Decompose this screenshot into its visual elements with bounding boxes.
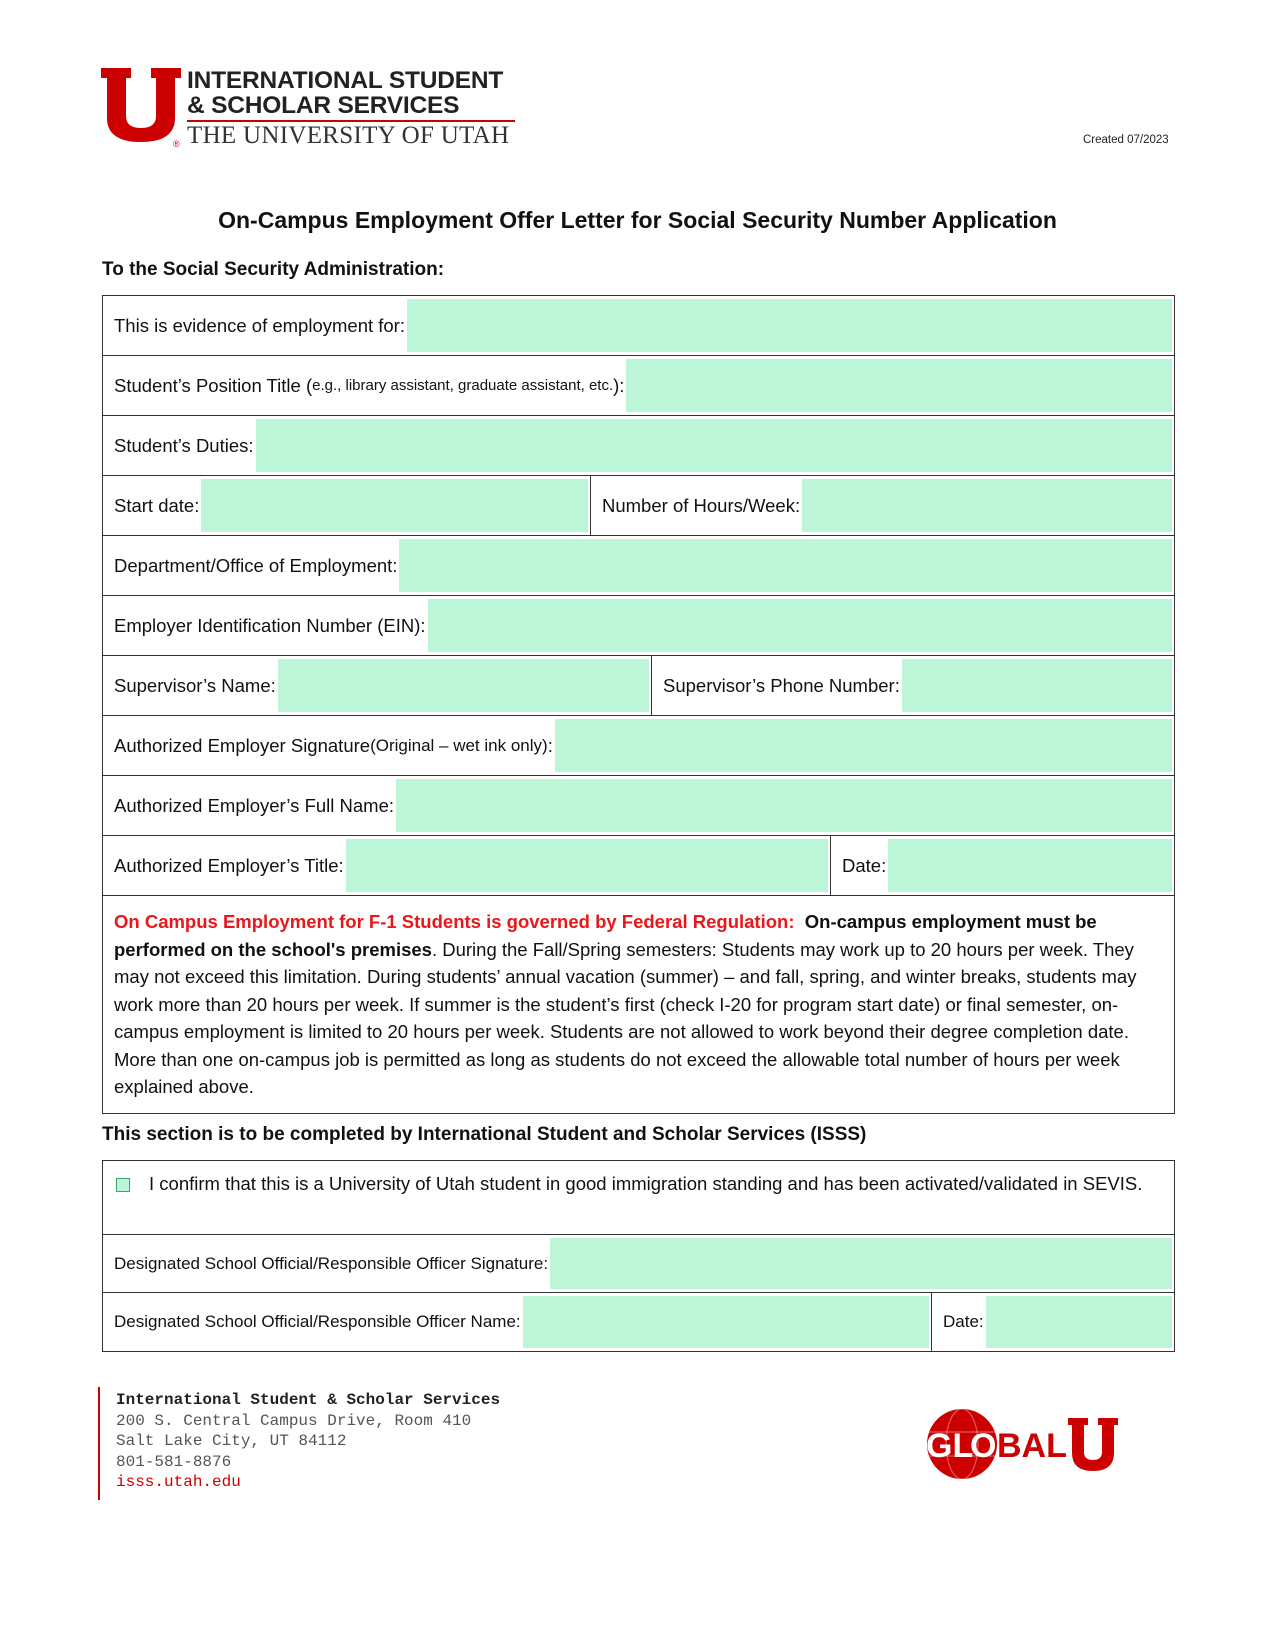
row-supervisor (103, 656, 1174, 716)
page-title: On-Campus Employment Offer Letter for Social Security Number Application (218, 207, 1057, 233)
dso-date-field[interactable] (986, 1296, 1172, 1348)
dso-name-label: Designated School Official/Responsible Officer Name: (114, 1312, 521, 1331)
row-employer-title (103, 836, 1174, 896)
isss-logo (101, 68, 513, 152)
university-u-logo-icon (101, 68, 181, 146)
row-employer-name (103, 776, 1174, 836)
dso-name-field[interactable] (523, 1296, 929, 1348)
position-title-example: e.g., library assistant, graduate assistant, etc. (312, 377, 614, 394)
regulation-bold: On-campus employment must be performed on the school's premises (114, 911, 1097, 960)
row-confirm (103, 1161, 1174, 1235)
employer-signature-label (103, 716, 555, 775)
hours-week-label: Number of Hours/Week: (602, 494, 801, 516)
hours-week-field[interactable] (802, 479, 1172, 532)
global-logo-gl: GL (926, 1427, 974, 1465)
regulation-notice (103, 896, 1174, 1113)
ein-field[interactable] (428, 599, 1172, 652)
employer-full-name-field[interactable] (396, 779, 1172, 832)
supervisor-phone-label: Supervisor’s Phone Number: (663, 674, 900, 696)
logo-line-2: & SCHOLAR SERVICES (187, 92, 460, 119)
row-employment-for (103, 296, 1174, 356)
employer-signature-colon: : (547, 734, 553, 756)
employer-signature-field[interactable] (555, 719, 1172, 772)
global-logo-bal: BAL (997, 1427, 1067, 1465)
employer-title-field[interactable] (346, 839, 828, 892)
footer-address-line1: 200 S. Central Campus Drive, Room 410 (116, 1411, 472, 1430)
supervisor-name-field[interactable] (278, 659, 649, 712)
global-u-logo (922, 1408, 1122, 1480)
row-dso-name (103, 1293, 1174, 1351)
employment-for-label: This is evidence of employment for: (114, 314, 405, 336)
dso-date-label: Date: (943, 1312, 984, 1331)
employer-title-label: Authorized Employer’s Title: (114, 854, 344, 876)
row-department (103, 536, 1174, 596)
position-title-label (103, 356, 626, 415)
row-ein (103, 596, 1174, 656)
footer-accent-bar (98, 1387, 100, 1500)
employer-full-name-label: Authorized Employer’s Full Name: (114, 794, 395, 816)
row-position-title (103, 356, 1174, 416)
global-u-icon (922, 1408, 1122, 1480)
department-field[interactable] (399, 539, 1172, 592)
footer-phone: 801-581-8876 (116, 1452, 232, 1471)
row-dso-signature (103, 1235, 1174, 1293)
row-start-hours (103, 476, 1174, 536)
row-duties (103, 416, 1174, 476)
section-heading-isss: This section is to be completed by International Student and Scholar Services (ISSS) (102, 1124, 867, 1145)
supervisor-name-label: Supervisor’s Name: (114, 674, 276, 696)
logo-line-1: INTERNATIONAL STUDENT (187, 67, 504, 94)
position-title-close: ): (613, 374, 625, 396)
section-heading-ssa: To the Social Security Administration: (102, 259, 445, 280)
global-logo-u-mark (1068, 1418, 1118, 1471)
employer-date-label: Date: (842, 854, 887, 876)
duties-label: Student’s Duties: (114, 434, 254, 456)
footer-org: International Student & Scholar Services (116, 1391, 501, 1409)
employer-signature-text: Authorized Employer Signature (114, 734, 371, 756)
footer-website-link[interactable]: isss.utah.edu (116, 1473, 241, 1491)
supervisor-phone-field[interactable] (902, 659, 1172, 712)
created-date: Created 07/2023 (1083, 134, 1169, 146)
employment-for-field[interactable] (407, 299, 1172, 352)
employer-signature-note: (Original – wet ink only) (370, 735, 548, 755)
regulation-lead: On Campus Employment for F-1 Students is governed by Federal Regulation: (114, 911, 795, 932)
isss-table (102, 1160, 1175, 1352)
row-signature (103, 716, 1174, 776)
footer-address (116, 1390, 500, 1493)
footer-address-line2: Salt Lake City, UT 84112 (116, 1432, 347, 1450)
dso-signature-field[interactable] (550, 1238, 1172, 1289)
employment-form-table (102, 295, 1175, 1114)
duties-field[interactable] (256, 419, 1172, 472)
logo-line-3: THE UNIVERSITY OF UTAH (187, 121, 510, 149)
registered-mark: ® (173, 139, 180, 149)
dso-signature-label: Designated School Official/Responsible Officer Signature: (114, 1253, 549, 1273)
global-logo-o: O (970, 1427, 997, 1465)
start-date-field[interactable] (201, 479, 588, 532)
employer-date-field[interactable] (888, 839, 1172, 892)
ein-label: Employer Identification Number (EIN): (114, 614, 426, 636)
confirm-text: I confirm that this is a University of Utah student in good immigration standing and has been activated/validated in SEVIS. (149, 1173, 1143, 1194)
regulation-body: . During the Fall/Spring semesters: Students may work up to 20 hours per week. They may not exceed this limitation. During students’ annual vacation (summer) – and fall, spring, and winter breaks, students may work more than 20 hours per week. If summer is the student’s first (check I-20 for program start date) or final semester, on-campus employment is limited to 20 hours per week. Students are not allowed to work beyond their degree completion date. More than one on-campus job is permitted as long as students do not exceed the allowable total number of hours per week explained above. (114, 938, 1137, 1097)
confirm-checkbox[interactable] (116, 1178, 130, 1192)
position-title-field[interactable] (626, 359, 1172, 412)
position-title-text: Student’s Position Title ( (114, 374, 313, 396)
department-label: Department/Office of Employment: (114, 554, 398, 576)
start-date-label: Start date: (114, 494, 200, 516)
